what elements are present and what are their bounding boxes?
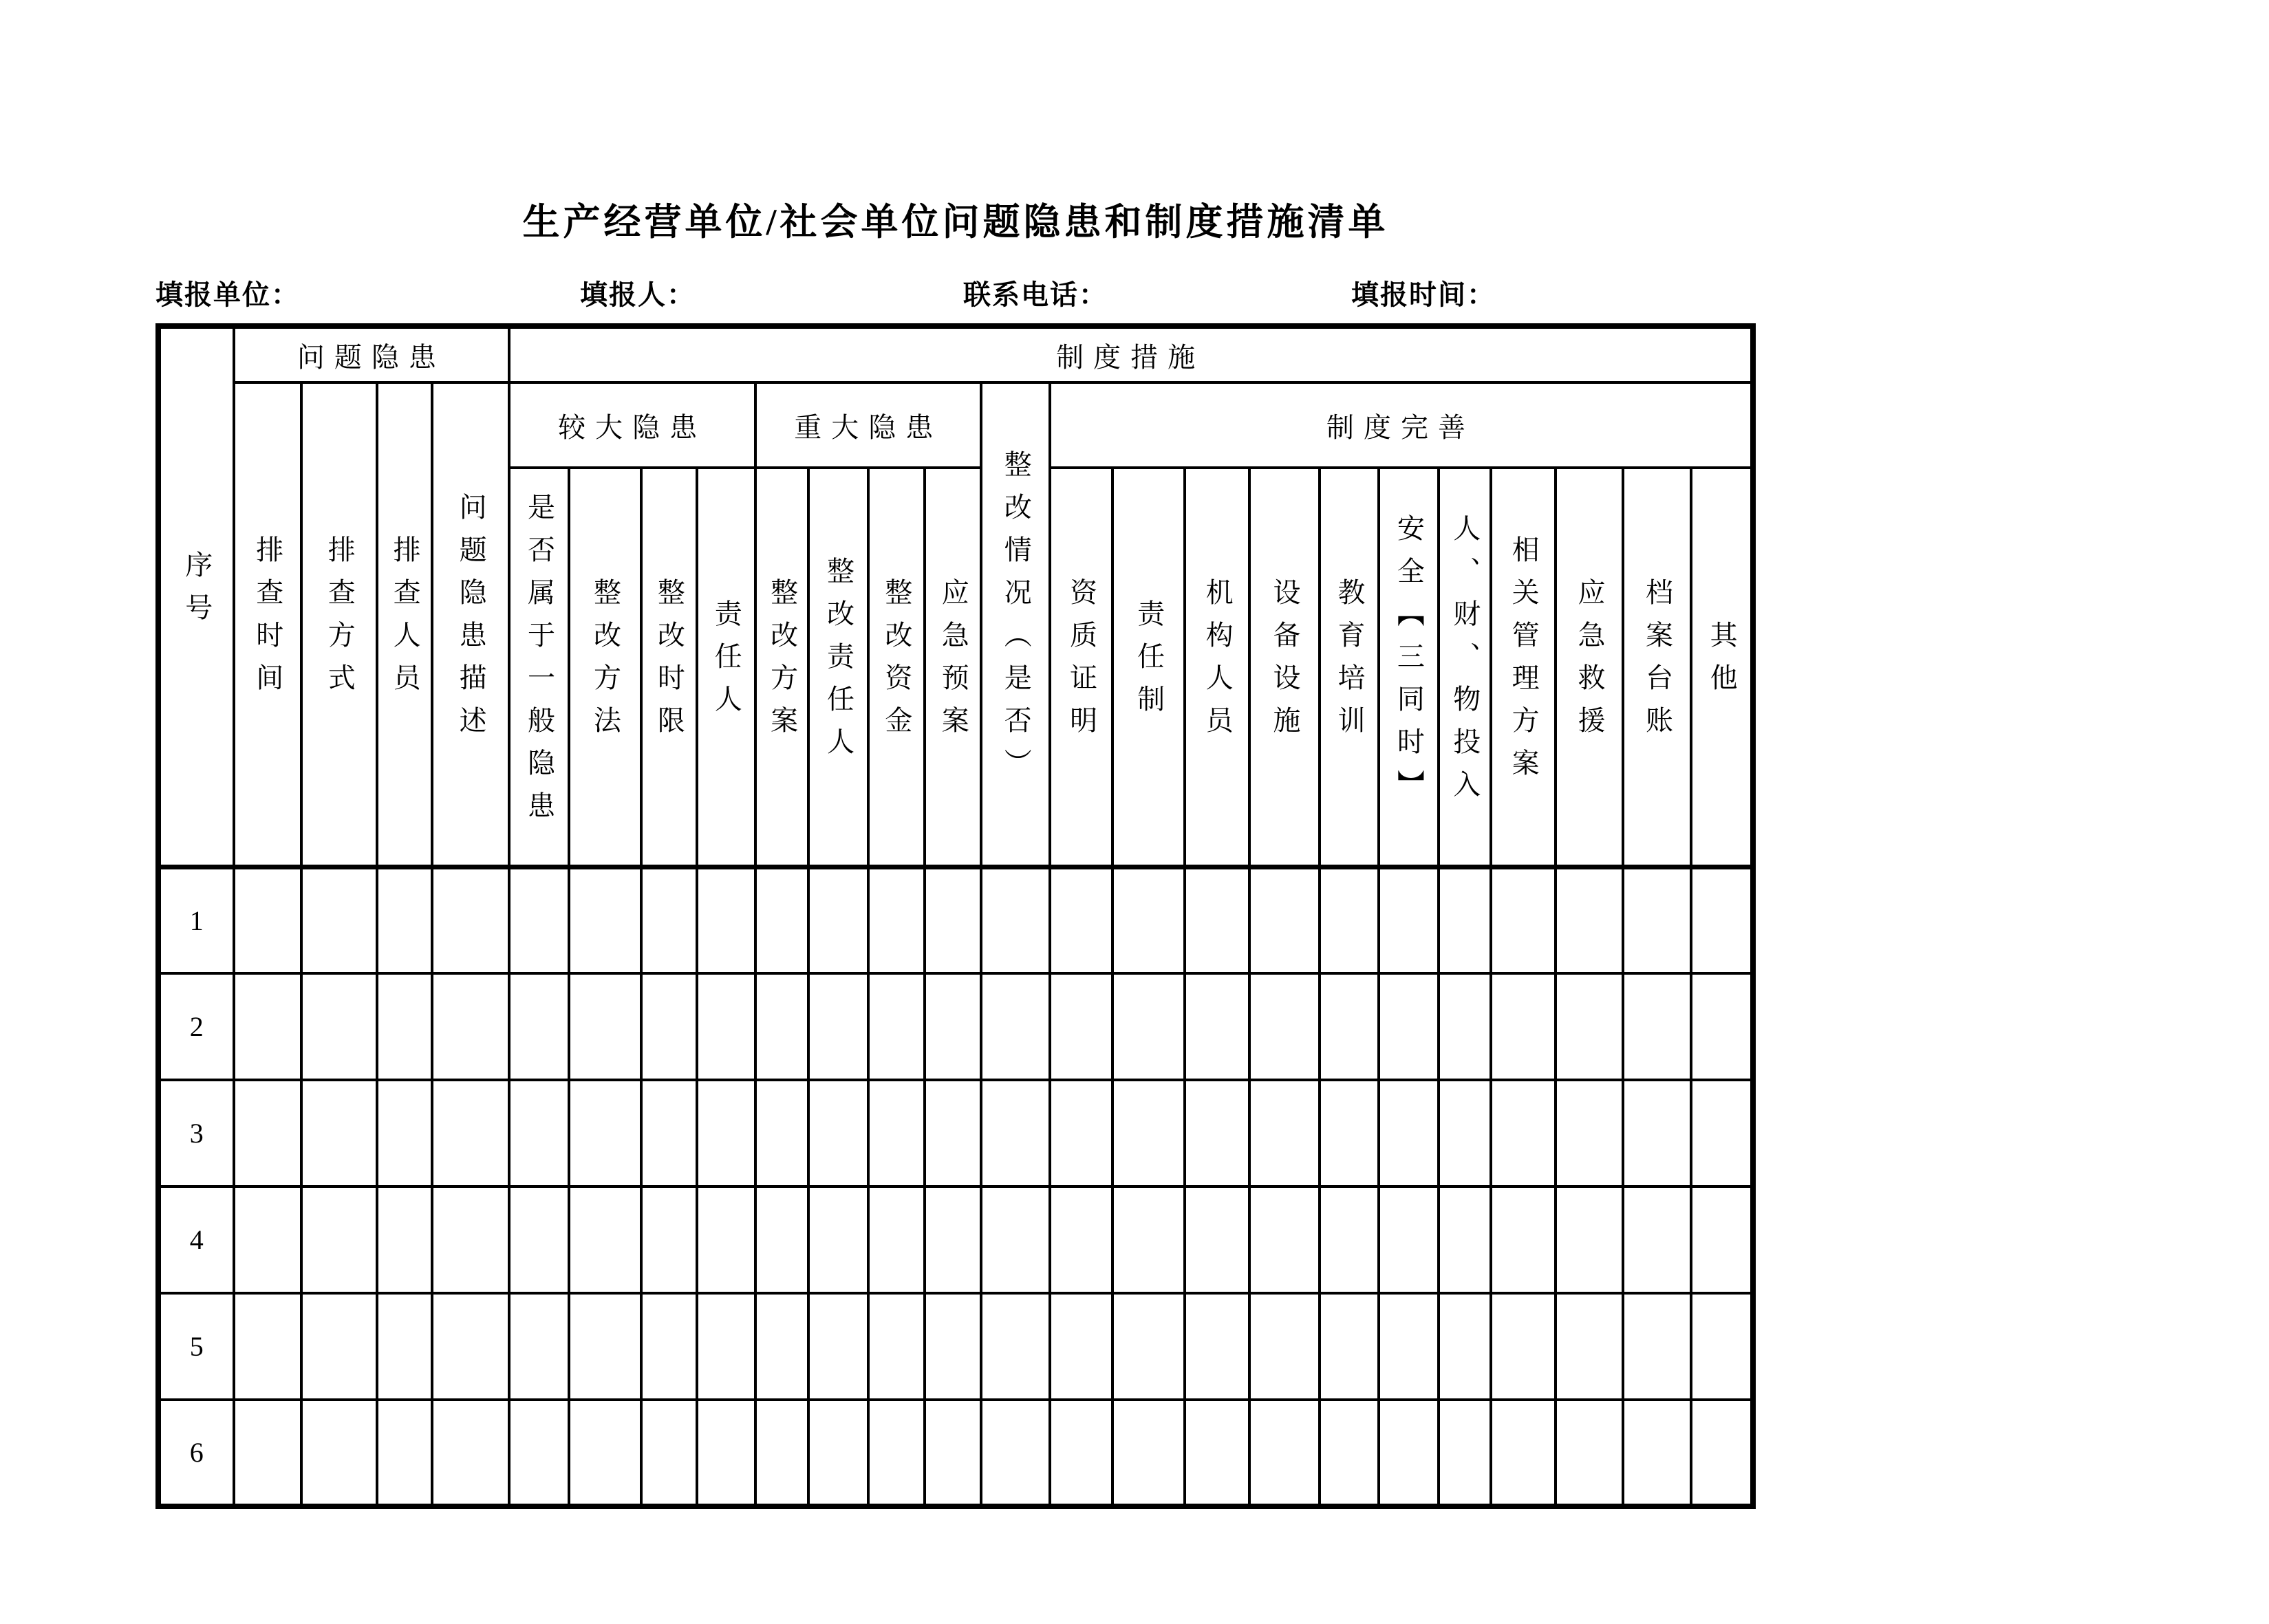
empty-cell [1691,1293,1753,1400]
empty-cell [808,1080,868,1187]
table-row [158,867,1753,973]
empty-cell [301,1187,378,1293]
row-serial: 6 [158,1400,234,1506]
empty-cell [1556,867,1622,973]
empty-cell [509,1400,568,1506]
row-serial: 5 [158,1293,234,1400]
empty-cell [234,867,301,973]
empty-cell [509,973,568,1080]
empty-cell [925,1400,981,1506]
empty-cell [1691,867,1753,973]
empty-cell [1556,1293,1622,1400]
empty-cell [1050,1187,1112,1293]
empty-cell [432,1400,510,1506]
empty-cell [868,1293,925,1400]
report-info-row [155,273,1756,313]
table-row [158,1293,1753,1400]
group-header-major-hazard: 较大隐患 [509,382,755,468]
empty-cell [925,1187,981,1293]
empty-cell [1249,1293,1319,1400]
reporting-unit-label: 填报单位： [155,279,300,310]
empty-cell [1185,973,1249,1080]
empty-cell [755,973,808,1080]
empty-cell [1491,1187,1556,1293]
col-header-education-training: 教育培训 [1320,468,1379,867]
empty-cell [981,1400,1049,1506]
empty-cell [697,1187,755,1293]
col-header-organization-personnel: 机构人员 [1185,468,1249,867]
empty-cell [1379,1187,1438,1293]
empty-cell [1249,1080,1319,1187]
col-header-responsible-person: 责任人 [697,468,755,867]
empty-cell [641,1400,696,1506]
empty-cell [1320,973,1379,1080]
row-serial: 4 [158,1187,234,1293]
col-header-related-management-plan: 相关管理方案 [1491,468,1556,867]
empty-cell [1112,973,1184,1080]
empty-cell [1556,1400,1622,1506]
row-serial: 1 [158,867,234,973]
empty-cell [1379,867,1438,973]
empty-cell [1491,1400,1556,1506]
empty-cell [1112,1080,1184,1187]
empty-cell [377,1293,431,1400]
empty-cell [234,973,301,1080]
empty-cell [569,973,641,1080]
empty-cell [981,867,1049,973]
empty-cell [509,1293,568,1400]
hazard-measures-table [155,323,1756,1509]
empty-cell [925,973,981,1080]
empty-cell [377,1400,431,1506]
empty-cell [1379,973,1438,1080]
empty-cell [1623,973,1691,1080]
empty-cell [808,1293,868,1400]
empty-cell [1320,1400,1379,1506]
empty-cell [1112,867,1184,973]
col-header-rectification-responsible-person: 整改责任人 [808,468,868,867]
empty-cell [1185,1080,1249,1187]
empty-cell [1556,973,1622,1080]
row-serial: 2 [158,973,234,1080]
empty-cell [755,1187,808,1293]
col-header-serial-number: 序号 [158,326,234,867]
empty-cell [569,1293,641,1400]
empty-cell [1556,1080,1622,1187]
table-row [158,1400,1753,1506]
empty-cell [1491,1080,1556,1187]
col-header-equipment-facilities: 设备设施 [1249,468,1319,867]
empty-cell [1249,1400,1319,1506]
empty-cell [569,1400,641,1506]
empty-cell [1050,973,1112,1080]
empty-cell [1050,1400,1112,1506]
col-header-emergency-rescue: 应急救援 [1556,468,1622,867]
empty-cell [1623,1293,1691,1400]
col-header-emergency-plan: 应急预案 [925,468,981,867]
col-header-rectification-status: 整改情况（是否） [981,382,1049,867]
empty-cell [1691,1187,1753,1293]
empty-cell [1439,1080,1491,1187]
empty-cell [1439,1293,1491,1400]
col-header-is-general-hazard: 是否属于一般隐患 [509,468,568,867]
empty-cell [1623,1187,1691,1293]
empty-cell [1491,973,1556,1080]
empty-cell [1491,1293,1556,1400]
empty-cell [432,867,510,973]
empty-cell [432,973,510,1080]
empty-cell [755,1080,808,1187]
col-header-rectification-method: 整改方法 [569,468,641,867]
col-header-safety-three-simultaneous: 安全【三同时】 [1379,468,1438,867]
reporter-label: 填报人： [580,279,696,310]
table-row [158,973,1753,1080]
empty-cell [925,1080,981,1187]
empty-cell [697,973,755,1080]
empty-cell [1249,973,1319,1080]
col-header-rectification-plan: 整改方案 [755,468,808,867]
empty-cell [234,1293,301,1400]
empty-cell [377,867,431,973]
empty-cell [641,1293,696,1400]
empty-cell [432,1080,510,1187]
col-header-qualification-certificate: 资质证明 [1050,468,1112,867]
empty-cell [697,867,755,973]
empty-cell [569,1187,641,1293]
page-title: 生产经营单位/社会单位问题隐患和制度措施清单 [522,202,1389,243]
col-header-personnel-finance-material-investment: 人、财、物投入 [1439,468,1491,867]
empty-cell [1320,1187,1379,1293]
empty-cell [1112,1400,1184,1506]
empty-cell [509,1187,568,1293]
empty-cell [1320,867,1379,973]
empty-cell [1623,1080,1691,1187]
col-header-responsibility-system: 责任制 [1112,468,1184,867]
empty-cell [697,1400,755,1506]
empty-cell [1439,1187,1491,1293]
empty-cell [1185,867,1249,973]
empty-cell [377,1187,431,1293]
empty-cell [1320,1293,1379,1400]
empty-cell [868,867,925,973]
empty-cell [301,1400,378,1506]
group-header-critical-hazard: 重大隐患 [755,382,982,468]
empty-cell [1185,1400,1249,1506]
col-header-hazard-description: 问题隐患描述 [432,382,510,867]
empty-cell [1185,1293,1249,1400]
empty-cell [981,1080,1049,1187]
empty-cell [868,1080,925,1187]
empty-cell [1112,1293,1184,1400]
empty-cell [569,867,641,973]
empty-cell [1439,1400,1491,1506]
empty-cell [1491,867,1556,973]
empty-cell [925,867,981,973]
empty-cell [1185,1187,1249,1293]
group-header-system-measures: 制度措施 [509,326,1753,382]
empty-cell [377,1080,431,1187]
empty-cell [808,867,868,973]
col-header-archives-ledger: 档案台账 [1623,468,1691,867]
col-header-inspection-time: 排查时间 [234,382,301,867]
col-header-other: 其他 [1691,468,1753,867]
empty-cell [234,1400,301,1506]
group-header-system-improvement: 制度完善 [1050,382,1753,468]
empty-cell [868,1400,925,1506]
empty-cell [641,1187,696,1293]
col-header-inspection-personnel: 排查人员 [377,382,431,867]
empty-cell [808,1400,868,1506]
empty-cell [981,1187,1049,1293]
empty-cell [1623,867,1691,973]
empty-cell [808,973,868,1080]
table-row [158,1187,1753,1293]
empty-cell [755,1400,808,1506]
empty-cell [1379,1293,1438,1400]
empty-cell [1556,1187,1622,1293]
table-row [158,1080,1753,1187]
empty-cell [301,867,378,973]
empty-cell [1439,867,1491,973]
empty-cell [1691,1400,1753,1506]
empty-cell [697,1293,755,1400]
empty-cell [509,867,568,973]
empty-cell [1050,867,1112,973]
empty-cell [301,973,378,1080]
row-serial: 3 [158,1080,234,1187]
empty-cell [697,1080,755,1187]
empty-cell [641,973,696,1080]
empty-cell [509,1080,568,1187]
empty-cell [981,973,1049,1080]
empty-cell [868,1187,925,1293]
empty-cell [1379,1080,1438,1187]
empty-cell [981,1293,1049,1400]
empty-cell [641,1080,696,1187]
empty-cell [1379,1400,1438,1506]
empty-cell [377,973,431,1080]
col-header-inspection-method: 排查方式 [301,382,378,867]
empty-cell [234,1080,301,1187]
empty-cell [1320,1080,1379,1187]
empty-cell [301,1293,378,1400]
empty-cell [234,1187,301,1293]
empty-cell [1249,1187,1319,1293]
empty-cell [301,1080,378,1187]
empty-cell [755,867,808,973]
empty-cell [868,973,925,1080]
report-time-label: 填报时间： [1351,279,1496,310]
empty-cell [755,1293,808,1400]
group-header-problem-hazards: 问题隐患 [234,326,510,382]
empty-cell [432,1187,510,1293]
empty-cell [432,1293,510,1400]
empty-cell [1050,1080,1112,1187]
empty-cell [569,1080,641,1187]
empty-cell [1112,1187,1184,1293]
empty-cell [925,1293,981,1400]
empty-cell [1050,1293,1112,1400]
empty-cell [641,867,696,973]
empty-cell [1439,973,1491,1080]
empty-cell [1249,867,1319,973]
empty-cell [1691,1080,1753,1187]
col-header-rectification-funds: 整改资金 [868,468,925,867]
empty-cell [1691,973,1753,1080]
contact-phone-label: 联系电话： [963,279,1108,310]
empty-cell [1623,1400,1691,1506]
col-header-rectification-deadline: 整改时限 [641,468,696,867]
empty-cell [808,1187,868,1293]
